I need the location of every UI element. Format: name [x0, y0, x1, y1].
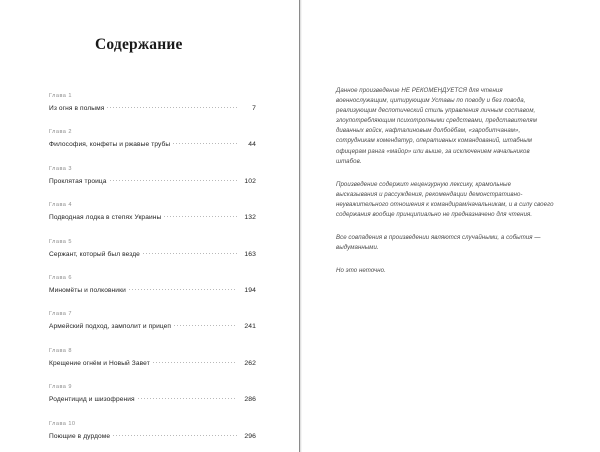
toc-entry[interactable] — [49, 347, 256, 369]
toc-chapter-title: Родентицид и шизофрения — [49, 396, 135, 404]
toc-dot-leader — [112, 430, 237, 438]
toc-entry-row — [49, 284, 256, 296]
toc-entry[interactable] — [49, 165, 256, 187]
toc-page-number: 44 — [248, 141, 256, 149]
disclaimer-paragraph: Но это неточно. — [336, 267, 386, 275]
toc-chapter-title: Крещение огнём и Новый Завет — [49, 359, 150, 367]
disclaimer-block — [336, 86, 554, 276]
toc-entry-row — [49, 393, 256, 405]
toc-entry-row — [49, 320, 256, 332]
toc-chapter-label: Глава 3 — [49, 165, 72, 172]
toc-entry-row — [49, 357, 256, 369]
toc-entry[interactable] — [49, 238, 256, 260]
toc-entry-row — [49, 102, 256, 114]
toc-dot-leader — [109, 175, 237, 183]
toc-page-number: 262 — [244, 359, 256, 367]
toc-entry-row — [49, 430, 256, 442]
table-of-contents-list — [49, 92, 256, 442]
toc-chapter-title: Поющие в дурдоме — [49, 432, 111, 440]
toc-chapter-title: Подводная лодка в степях Украины — [49, 214, 162, 222]
page-title: Содержание — [95, 36, 183, 53]
toc-entry[interactable] — [49, 274, 256, 296]
disclaimer-paragraph: Все совпадения в произведении являются случайными, а события — выдуманными. — [336, 234, 541, 252]
toc-page-number: 286 — [244, 396, 256, 404]
toc-chapter-label: Глава 1 — [49, 93, 72, 99]
toc-page-number: 194 — [244, 286, 256, 294]
toc-chapter-title: Сержант, который был везде — [49, 250, 140, 258]
toc-dot-leader — [142, 248, 237, 256]
toc-page-number: 296 — [244, 432, 256, 440]
toc-dot-leader — [172, 138, 237, 146]
toc-page-number: 163 — [244, 250, 256, 258]
toc-chapter-title: Миномёты и полковники — [49, 286, 126, 294]
toc-chapter-label: Глава 6 — [49, 274, 72, 281]
disclaimer-paragraph: Данное произведение НЕ РЕКОМЕНДУЕТСЯ для чтения военнослужащим, цитирующим Уставы по поводу и без повода, реализующим деспотический стиль управления личным составом, злоупотребляющим психотропными средствами, представителям диванных войск, нафталиновым долбоёбам, «заробитчанам», сотрудникам комендатур, оперативных командований, штабным офицерам ранга «майор» или выше, за исключением начальников штабов. — [336, 87, 537, 165]
toc-dot-leader — [152, 357, 237, 365]
toc-chapter-title: Проклятая троица — [49, 177, 107, 185]
toc-entry[interactable] — [49, 310, 256, 332]
toc-dot-leader — [128, 284, 237, 292]
toc-chapter-label: Глава 4 — [49, 202, 72, 209]
toc-page-number: 7 — [252, 105, 256, 112]
toc-page-number: 102 — [244, 177, 256, 185]
toc-entry-row — [49, 175, 256, 187]
toc-entry-row — [49, 248, 256, 260]
toc-dot-leader — [173, 320, 237, 328]
toc-chapter-title: Из огня в полымя — [49, 105, 105, 112]
toc-entry[interactable] — [49, 92, 256, 114]
disclaimer-paragraph: Произведение содержит нецензурную лексику, крамольные высказывания и рассуждения, рекомендации демонстративно-неуважительного отношения к командирам/начальникам, и в силу своего содержания вообще принципиально не предназначено для чтения. — [336, 180, 554, 219]
toc-chapter-label: Глава 2 — [49, 129, 72, 136]
toc-dot-leader — [163, 211, 237, 219]
right-page-disclaimer — [300, 0, 600, 452]
toc-chapter-label: Глава 10 — [49, 420, 76, 427]
toc-entry[interactable] — [49, 383, 256, 405]
toc-page-number: 132 — [244, 214, 256, 222]
toc-entry[interactable] — [49, 201, 256, 223]
toc-entry[interactable] — [49, 420, 256, 442]
toc-chapter-title: Армейский подход, замполит и прицеп — [49, 323, 172, 331]
toc-chapter-label: Глава 5 — [49, 238, 72, 245]
toc-entry[interactable] — [49, 128, 256, 150]
toc-chapter-title: Философия, конфеты и ржавые трубы — [49, 141, 171, 149]
toc-chapter-label: Глава 7 — [49, 311, 72, 318]
toc-chapter-label: Глава 9 — [49, 384, 72, 391]
toc-entry-row — [49, 211, 256, 223]
toc-dot-leader — [106, 102, 237, 110]
toc-entry-row — [49, 138, 256, 150]
toc-chapter-label: Глава 8 — [49, 347, 72, 354]
toc-dot-leader — [137, 393, 237, 401]
toc-page-number: 241 — [244, 323, 256, 331]
